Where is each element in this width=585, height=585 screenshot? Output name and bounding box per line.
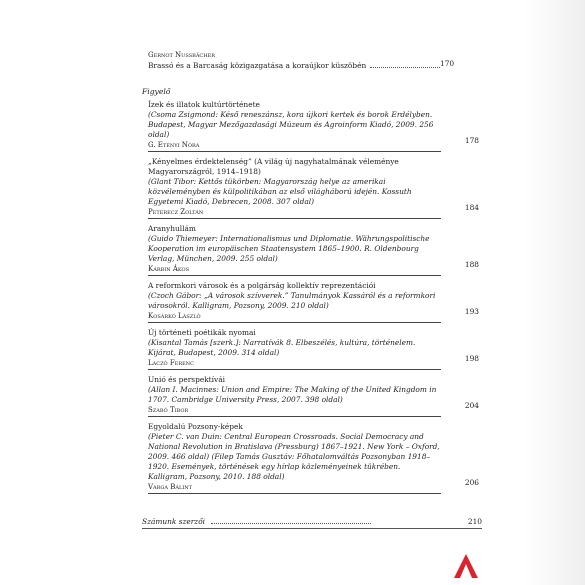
toc-author [148,401,479,417]
toc-title: „Kényelmes érdektelenség” (A világ új nagyhatalmának véleménye Magyarországról, 1914–1918) [148,157,399,176]
toc-entry [148,157,479,219]
toc-page-number: 178 [464,136,479,145]
toc-author-name: Kárbin Ákos [148,265,190,273]
toc-title: Aranyhullám [148,224,196,233]
toc-source: (Allan I. Macinnes: Union and Empire: The Making of the United Kingdom in 1707. Cambridge University Press, 2007. 398 oldal) [148,385,437,404]
toc-entry [148,375,479,417]
toc-page-number: 198 [464,354,479,363]
footer-divider [142,528,482,529]
toc-author: Gernot Nussbächer [148,51,216,59]
publisher-logo-icon [452,552,480,580]
toc-entry [148,224,479,276]
table-of-contents [142,50,479,499]
toc-entry [148,100,479,152]
toc-source: (Pieter C. van Duin: Central European Crossroads. Social Democracy and National Revolution in Bratislava (Pressburg) 1867–1921. New York – Oxford, 2009. 466 oldal) (Filep Tamás Gusztáv: Főhatalomváltás Pozsonyban 1918–1920. Események, történések egy hírlap közleményeinek tükrében. Kalligram, Pozsony, 2010. 188 oldal) [148,432,440,481]
leader-dots [211,523,371,524]
toc-title: Egyoldalú Pozsony-képek [148,422,243,431]
toc-entry-first [148,50,441,71]
toc-page-number: 206 [464,478,479,487]
toc-entry [148,328,479,370]
toc-title: Unió és perspektívái [148,375,225,384]
toc-source: (Glant Tibor: Kettős tükörben: Magyarország helye az amerikai közvéleményben és külpolitikában az első világháború idején. Kossuth Egyetemi Kiadó, Debrecen, 2008. 307 oldal) [148,177,412,206]
toc-page-number: 188 [464,260,479,269]
toc-page-number: 184 [464,203,479,212]
leader-dots [370,67,440,68]
toc-entries [148,100,479,494]
toc-entry-footer [142,517,482,526]
toc-author-name: G. Etényi Nóra [148,141,200,149]
toc-author [148,478,479,494]
toc-author-name: Laczó Ferenc [148,359,195,367]
toc-author [148,136,479,152]
toc-source: (Kisantal Tamás [szerk.]: Narratívák 8. Elbeszélés, kultúra, történelem. Kijárat, Budapest, 2009. 314 oldal) [148,338,416,357]
toc-title: Brassó és a Barcaság közigazgatása a koraújkor küszöbén [148,61,441,71]
toc-source: (Czoch Gábor: „A városok szívverek.” Tanulmányok Kassáról és a reformkori városokról. Kalligram, Pozsony, 2009. 210 oldal) [148,291,436,310]
toc-page-number: 170 [440,59,455,68]
toc-author [148,203,479,219]
toc-author [148,307,479,323]
toc-author-name: Peterecz Zoltán [148,208,204,216]
toc-entry [148,281,479,323]
toc-title: Új történeti poétikák nyomai [148,328,256,337]
toc-source: (Csoma Zsigmond: Késő reneszánsz, kora újkori kertek és borok Erdélyben. Budapest, Magyar Mezőgazdasági Múzeum és Agroinform Kiadó, 2009. 256 oldal) [148,110,434,139]
section-heading: Figyelő [142,87,171,96]
footer-page-number: 210 [467,517,482,526]
toc-author-name: Varga Bálint [148,483,193,491]
toc-page-number: 193 [464,307,479,316]
toc-entry [148,422,479,494]
toc-page-number: 204 [464,401,479,410]
footer-label: Számunk szerzői [142,517,206,526]
toc-author-name: Szabó Tibor [148,406,189,414]
toc-title: A reformkori városok és a polgárság kollektív reprezentációi [148,281,376,290]
toc-title: Ízek és illatok kultúrtörténete [148,100,260,109]
toc-author [148,260,479,276]
toc-author-name: Kosárkó László [148,312,201,320]
page-edge-shadow [525,0,585,585]
toc-author [148,354,479,370]
toc-source: (Guido Thiemeyer: Internationalismus und Diplomatie. Währungspolitische Kooperation im europäischen Staatensystem 1865–1900. R. Oldenbourg Verlag, München, 2009. 255 oldal) [148,234,430,263]
